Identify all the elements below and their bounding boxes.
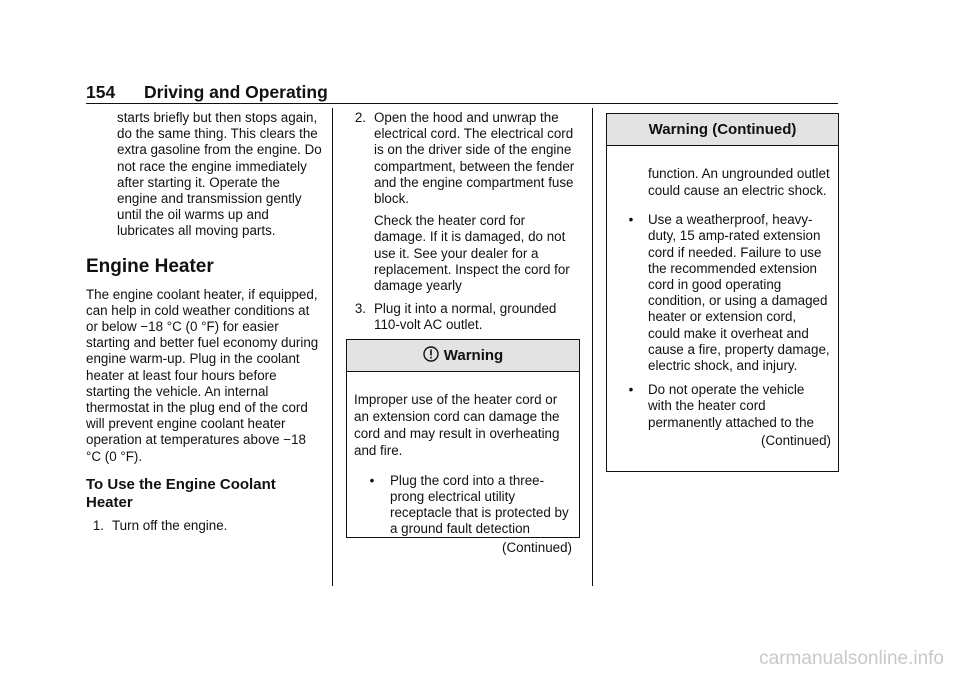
step-3 [348,301,578,333]
page-number: 154 [86,82,116,102]
warning-bullet-1 [614,212,831,374]
header-rule [86,103,838,104]
page-header [86,82,328,103]
section-title: Driving and Operating [144,82,328,102]
engine-heater-intro: The engine coolant heater, if equipped, can help in cold weather conditions at or below −18 °C (0 °F) for easier starting and better fuel economy during engine warm-up. Plug in the coolant heater at least four hours before starting the vehicle. An internal thermostat in the plug end of the cord will prevent engine coolant heater operation at temperatures above −18 °C (0 °F). [86,286,319,464]
step-2-number: 2. [354,110,366,125]
warning-body [347,372,579,560]
warning-bullet-2 [614,382,831,431]
warning-bullet-2-text: Do not operate the vehicle with the heater cord permanently attached to the [648,382,815,430]
warning-icon [423,346,439,362]
warning-bullet-text: Plug the cord into a three-prong electrical utility receptacle that is protected by a ground fault detection [390,472,569,537]
column-1 [86,110,322,540]
column-divider-2 [592,108,593,586]
continued-label: (Continued) [502,539,572,555]
warning-text: Improper use of the heater cord or an extension cord can damage the cord and may result in overheating and fire. [354,392,560,459]
bullet-marker: • [369,472,375,488]
warning-continued-box [606,113,839,472]
bullet-marker: • [628,212,634,228]
step-2 [348,110,578,207]
bullet-marker: • [628,382,634,398]
warning-continued-text: function. An ungrounded outlet could cause an electric shock. [648,166,830,198]
column-2 [348,110,578,340]
warning-bullet [354,473,572,538]
step-3-number: 3. [354,301,366,317]
step-1-number: 1. [92,517,104,533]
step-2-text: Open the hood and unwrap the electrical cord. The electrical cord is on the driver side of the engine compartment, between the fender and the engine compartment fuse block. [374,110,575,207]
warning-header [347,340,579,372]
step-2-note: Check the heater cord for damage. If it is damaged, do not use it. See your dealer for a replacement. Inspect the cord for damage yearly [374,213,570,294]
engine-heater-heading: Engine Heater [86,255,214,277]
warning-continued-header: Warning (Continued) [607,114,838,146]
warning-box [346,339,580,555]
warning-title: Warning [443,347,504,364]
column-divider-1 [332,108,333,586]
warning-continued-body [607,146,838,453]
step-3-text: Plug it into a normal, grounded 110-volt AC outlet. [374,301,557,333]
continued-paragraph: starts briefly but then stops again, do the same thing. This clears the extra gasoline from the engine. Do not race the engine immediately after starting it. Operate the engine and transmission gently until the oil warms up and lubricates all moving parts. [117,110,322,239]
step-1-text: Turn off the engine. [112,517,228,533]
step-1 [86,518,322,534]
watermark: carmanualsonline.info [759,648,944,669]
continued-label: (Continued) [761,432,831,448]
use-heater-subheading: To Use the Engine Coolant Heater [86,475,276,511]
warning-bullet-1-text: Use a weatherproof, heavy-duty, 15 amp-rated extension cord if needed. Failure to use the recommended extension cord in good operating condition, or using a damaged heater or extension cord, could make it overheat and cause a fire, property damage, electric shock, and injury. [648,212,830,374]
